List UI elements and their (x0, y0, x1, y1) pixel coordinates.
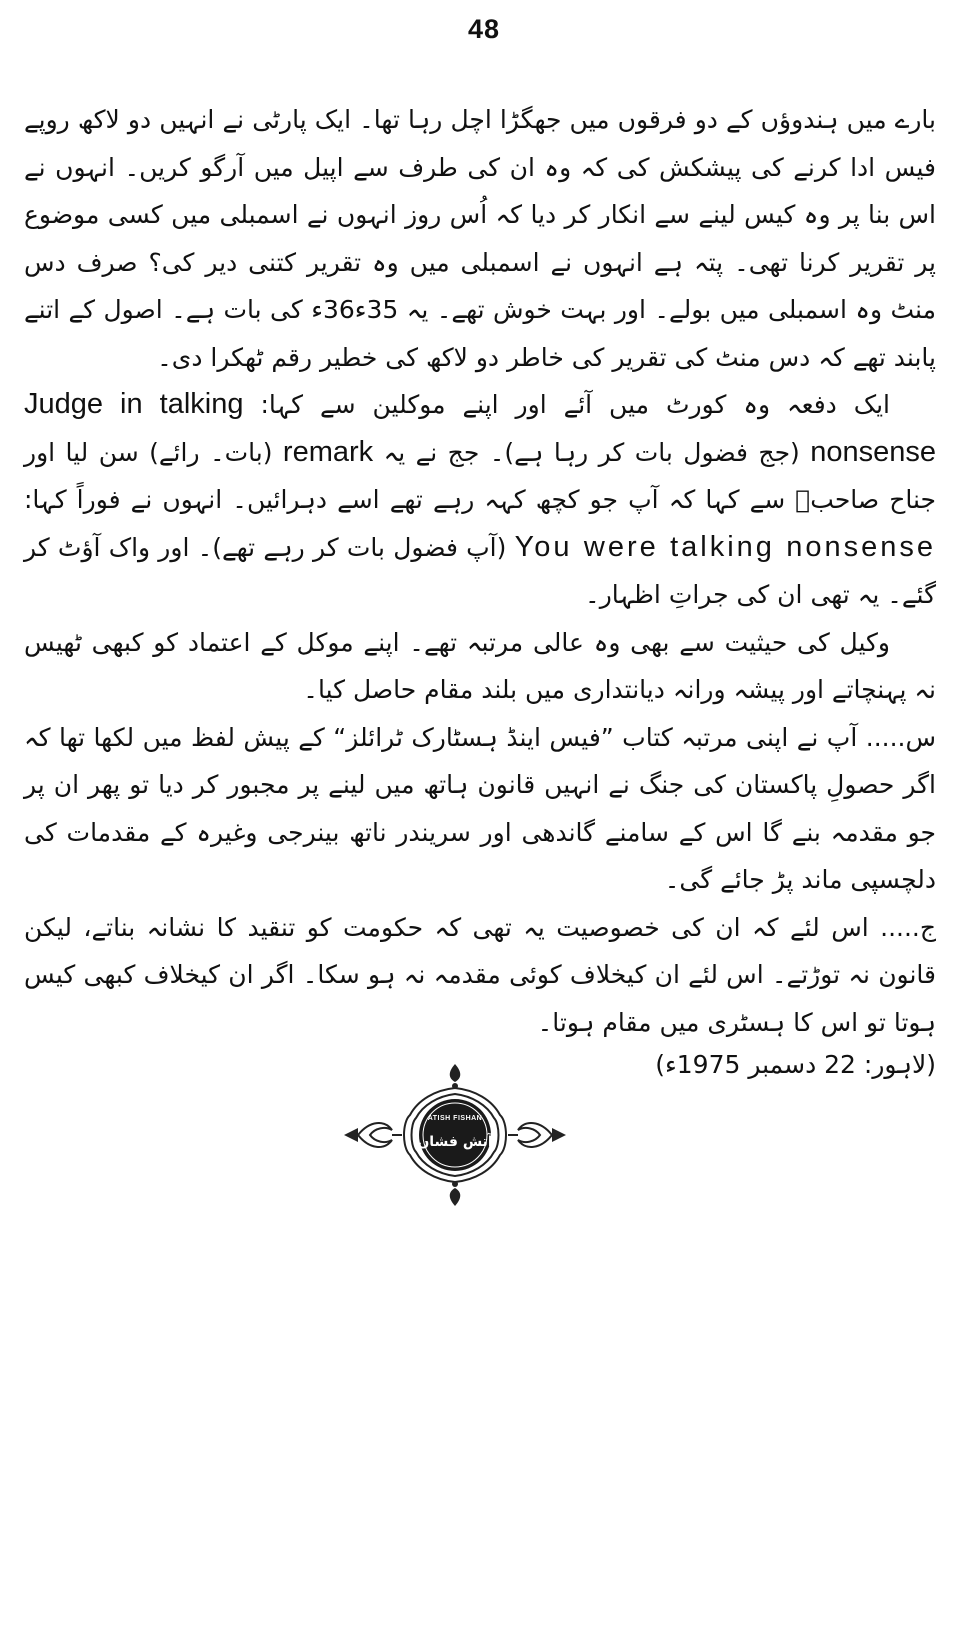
english-quote-judge: Judge in talking nonsense (24, 388, 936, 468)
publisher-logo-ornament (340, 1060, 570, 1210)
paragraph-2-text-2: (جج فضول بات کر رہا ہے)۔ جج نے یہ (383, 437, 800, 467)
paragraph-3: وکیل کی حیثیت سے بھی وہ عالی مرتبہ تھے۔ اپنے موکل کے اعتماد کو کبھی ٹھیس نہ پہنچاتے اور پیشہ ورانہ دیانتداری میں بلند مقام حاصل کیا۔ (24, 627, 936, 704)
paragraph-2-text-3: (بات۔ رائے) سن لیا اور جناح صاحبؒ سے کہا کہ آپ جو کچھ کہہ رہے تھے اسے دہرائیں۔ انہوں نے فوراً کہا: (24, 437, 936, 514)
paragraph-1: بارے میں ہندوؤں کے دو فرقوں میں جھگڑا اچل رہا تھا۔ ایک پارٹی نے انہیں دو لاکھ روپے فیس ادا کرنے کی پیشکش کی کہ وہ ان کی طرف سے اپیل میں آرگو کریں۔ انہوں نے اس بنا پر وہ کیس لینے سے انکار کر دیا کہ اُس روز انہوں نے اسمبلی میں کسی موضوع پر تقریر کرنا تھی۔ پتہ ہے انہوں نے اسمبلی میں وہ تقریر کتنی دیر کی؟ صرف دس منٹ وہ اسمبلی میں بولے۔ اور بہت خوش تھے۔ یہ 35ء36ء کی بات ہے۔ اصول کے اتنے پابند تھے کہ دس منٹ کی تقریر کی خاطر دو لاکھ کی خطیر رقم ٹھکرا دی۔ (24, 105, 936, 372)
paragraph-2-text-1: ایک دفعہ وہ کورٹ میں آئے اور اپنے موکلین سے کہا: (260, 390, 890, 419)
answer-paragraph: ج..... اس لئے کہ ان کی خصوصیت یہ تھی کہ حکومت کو تنقید کا نشانہ بناتے، لیکن قانون نہ توڑتے۔ اس لئے ان کیخلاف کوئی مقدمہ نہ ہو سکا۔ اگر ان کیخلاف کبھی کیس ہوتا تو اس کا ہسٹری میں مقام ہوتا۔ (24, 912, 936, 1037)
logo-urdu-text: آتش فشاں (417, 1134, 493, 1150)
paragraph-2-text-4: (آپ فضول بات کر رہے تھے)۔ اور واک آؤٹ کر گئے۔ یہ تھی ان کی جراتِ اظہار۔ (24, 532, 936, 609)
page-number: 48 (467, 14, 501, 44)
logo-latin-text: ATISH FISHAN (427, 1115, 483, 1122)
ornament-icon (340, 1060, 570, 1210)
article-body (24, 96, 936, 1046)
english-quote-you-were: You were talking nonsense (514, 530, 936, 563)
paragraph-2 (24, 381, 936, 619)
question-paragraph: س..... آپ نے اپنی مرتبہ کتاب ”فیس اینڈ ہسٹارک ٹرائلز“ کے پیش لفظ میں لکھا تھا کہ اگر حصولِ پاکستان کی جنگ نے انہیں قانون ہاتھ میں لینے پر مجبور کر دیا تو پھر ان پر جو مقدمہ بنے گا اس کے سامنے گاندھی اور سریندر ناتھ بینرجی وغیرہ کے مقدمات کی دلچسپی ماند پڑ جائے گی۔ (24, 722, 936, 894)
english-word-remark: remark (282, 435, 374, 468)
dateline: (لاہور: 22 دسمبر 1975ء) (655, 1050, 936, 1079)
